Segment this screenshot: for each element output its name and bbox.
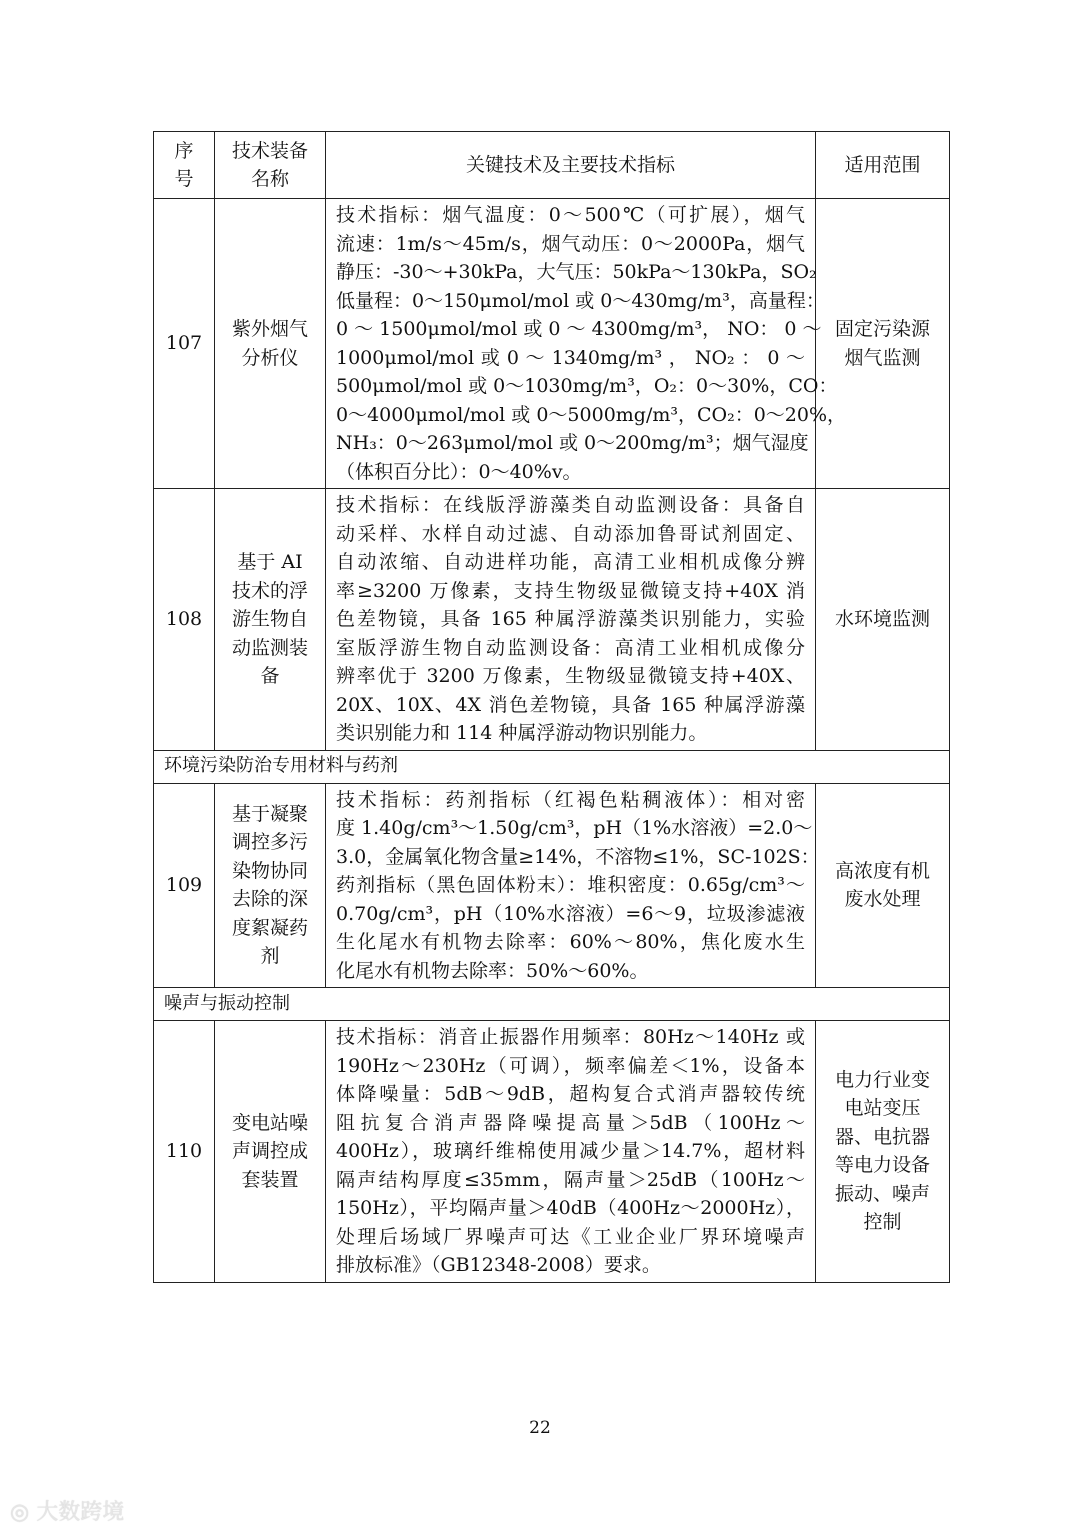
table-row: [154, 783, 950, 988]
equipment-name: [215, 199, 326, 489]
scope-line: 烟气监测: [844, 346, 921, 369]
scope-line: 电力行业变: [834, 1068, 930, 1091]
name-line: 调控多污: [231, 831, 308, 854]
scope-line: 废水处理: [844, 888, 921, 911]
row-number: 108: [154, 489, 215, 751]
scope-line: 控制: [863, 1211, 902, 1234]
spec-line: 技术指标：在线版浮游藻类自动监测设备：具备自: [336, 494, 805, 516]
spec-line: 0.70g/cm³，pH（10%水溶液）=6～9，垃圾渗滤液: [336, 902, 805, 925]
name-line: 游生物自: [231, 608, 308, 630]
spec-line: 度 1.40g/cm³～1.50g/cm³，pH（1%水溶液）=2.0～: [336, 817, 813, 839]
spec-line: 化尾水有机物去除率：50%～60%。: [336, 959, 649, 982]
section-title: 环境污染防治专用材料与药剂: [154, 750, 950, 783]
spec-line: 低量程：0～150μmol/mol 或 0～430mg/m³，高量程：: [336, 289, 825, 312]
scope-line: 固定污染源: [834, 318, 930, 340]
spec-line: 190Hz～230Hz（可调），频率偏差＜1%，设备本: [336, 1054, 805, 1077]
header-tech: 关键技术及主要技术指标: [326, 132, 816, 199]
header-name: [215, 132, 326, 199]
spec-line: （体积百分比）：0～40%v。: [336, 460, 582, 483]
spec-line: 静压：-30～+30kPa，大气压：50kPa～130kPa，SO₂: [336, 261, 817, 283]
name-line: 声调控成: [231, 1140, 308, 1162]
spec-line: 1000μmol/mol 或 0 ～ 1340mg/m³ ， NO₂ ： 0 ～: [336, 346, 805, 369]
name-line: 动监测装: [231, 636, 308, 659]
header-scope: 适用范围: [816, 132, 950, 199]
equipment-table: [153, 131, 950, 1283]
spec-line: 阻抗复合消声器降噪提高量＞5dB（100Hz～: [336, 1111, 805, 1134]
spec-line: 500μmol/mol 或 0～1030mg/m³，O₂：0～30%，CO：: [336, 375, 838, 397]
scope-line: 器、电抗器: [834, 1125, 930, 1148]
spec-line: 处理后场域厂界噪声可达《工业企业厂界环境噪声: [336, 1225, 805, 1248]
page-number: 22: [529, 1418, 551, 1438]
spec-line: 药剂指标（黑色固体粉末）：堆积密度：0.65g/cm³～: [336, 874, 805, 896]
spec-line: 0 ～ 1500μmol/mol 或 0 ～ 4300mg/m³， NO： 0 ～: [336, 318, 822, 340]
table-header-row: [154, 132, 950, 199]
name-line: 变电站噪: [231, 1111, 308, 1134]
equipment-name: [215, 783, 326, 988]
name-line: 基于凝聚: [231, 802, 308, 825]
scope-line: 高浓度有机: [834, 859, 930, 882]
spec-line: 辨率优于 3200 万像素，生物级显微镜支持+40X、: [336, 665, 805, 687]
name-line: 备: [260, 665, 280, 687]
spec-line: NH₃：0～263μmol/mol 或 0～200mg/m³；烟气湿度: [336, 432, 809, 454]
spec-line: 20X、10X、4X 消色差物镜，具备 165 种属浮游藻: [336, 693, 805, 716]
spec-line: 400Hz），玻璃纤维棉使用减少量＞14.7%，超材料: [336, 1140, 805, 1162]
spec-line: 生化尾水有机物去除率：60%～80%，焦化废水生: [336, 931, 805, 953]
name-line: 基于 AI: [237, 551, 303, 573]
technical-specs: [326, 199, 847, 489]
section-row: [154, 988, 950, 1021]
scope-line: 等电力设备: [834, 1154, 930, 1177]
application-scope: [816, 1021, 950, 1283]
row-number: 109: [154, 783, 215, 988]
name-line: 染物协同: [231, 859, 308, 882]
spec-line: 自动浓缩、自动进样功能，高清工业相机成像分辨: [336, 551, 805, 573]
scope-line: 振动、噪声: [834, 1182, 930, 1205]
equipment-name: [215, 1021, 326, 1283]
section-row: [154, 750, 950, 783]
technical-specs: [326, 1021, 816, 1283]
application-scope: [816, 489, 950, 751]
spec-line: 隔声结构厚度≤35mm，隔声量＞25dB（100Hz～: [336, 1168, 805, 1191]
application-scope: [816, 199, 950, 489]
technical-specs: [326, 783, 820, 988]
spec-line: 室版浮游生物自动监测设备：高清工业相机成像分: [336, 636, 805, 659]
spec-line: 排放标准》（GB12348-2008）要求。: [336, 1254, 661, 1276]
spec-line: 0～4000μmol/mol 或 0～5000mg/m³，CO₂：0～20%，: [336, 403, 847, 426]
name-line: 度絮凝药: [231, 916, 308, 939]
table-row: [154, 199, 950, 489]
row-number: 107: [154, 199, 215, 489]
scope-line: 电站变压: [844, 1097, 921, 1120]
name-line: 技术的浮: [231, 579, 308, 602]
spec-line: 动采样、水样自动过滤、自动添加鲁哥试剂固定、: [336, 522, 805, 545]
name-line: 套装置: [241, 1168, 299, 1191]
name-line: 分析仪: [241, 346, 299, 369]
spec-line: 技术指标：药剂指标（红褐色粘稠液体）：相对密: [336, 788, 805, 811]
spec-line: 流速：1m/s～45m/s，烟气动压：0～2000Pa，烟气: [336, 232, 805, 255]
technical-specs: [326, 489, 816, 751]
section-title: 噪声与振动控制: [154, 988, 950, 1021]
header-no-line: 号: [174, 168, 194, 190]
spec-line: 150Hz），平均隔声量＞40dB（400Hz～2000Hz），: [336, 1197, 805, 1219]
spec-line: 技术指标：烟气温度：0～500℃（可扩展），烟气: [336, 204, 805, 226]
spec-line: 色差物镜，具备 165 种属浮游藻类识别能力，实验: [336, 608, 805, 630]
equipment-name: [215, 489, 326, 751]
spec-line: 体降噪量：5dB～9dB，超构复合式消声器较传统: [336, 1083, 805, 1105]
application-scope: [816, 783, 950, 988]
header-name-line: 名称: [250, 168, 289, 190]
spec-line: 3.0，金属氧化物含量≥14%，不溶物≤1%，SC-102S：: [336, 845, 820, 868]
header-no-line: 序: [174, 139, 194, 162]
name-line: 紫外烟气: [231, 318, 308, 340]
spec-line: 类识别能力和 114 种属浮游动物识别能力。: [336, 722, 708, 744]
header-name-line: 技术装备: [231, 139, 308, 162]
name-line: 剂: [260, 945, 280, 968]
name-line: 去除的深: [231, 888, 308, 911]
table-row: [154, 489, 950, 751]
header-no: [154, 132, 215, 199]
table-row: [154, 1021, 950, 1283]
spec-line: 率≥3200 万像素，支持生物级显微镜支持+40X 消: [336, 579, 805, 602]
row-number: 110: [154, 1021, 215, 1283]
spec-line: 技术指标：消音止振器作用频率：80Hz～140Hz 或: [336, 1026, 805, 1048]
watermark-logo: ◎ 大数跨境: [10, 1500, 125, 1525]
scope-line: 水环境监测: [834, 608, 930, 630]
